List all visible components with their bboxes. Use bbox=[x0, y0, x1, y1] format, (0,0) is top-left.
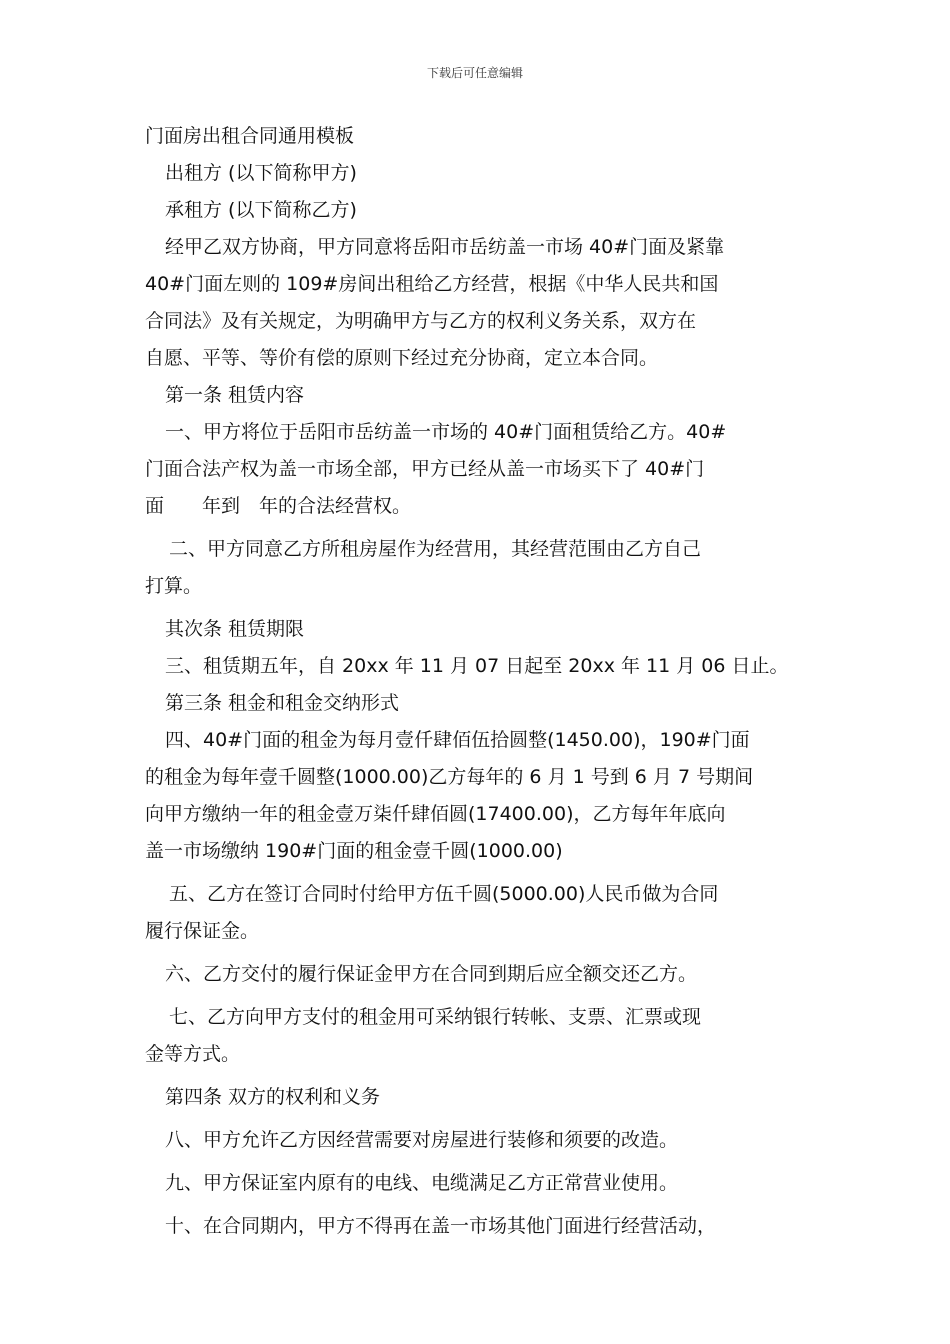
text-line: 第四条 双方的权利和义务 bbox=[165, 1086, 381, 1108]
text-line: 自愿、平等、等价有偿的原则下经过充分协商，定立本合同。 bbox=[145, 347, 659, 369]
text-line: 经甲乙双方协商，甲方同意将岳阳市岳纺盖一市场 40#门面及紧靠 bbox=[165, 236, 725, 258]
document-body bbox=[145, 118, 813, 1245]
text-line: 六、乙方交付的履行保证金甲方在合同到期后应全额交还乙方。 bbox=[165, 963, 698, 985]
text-line: 四、40#门面的租金为每月壹仟肆佰伍拾圆整(1450.00)，190#门面 bbox=[165, 729, 750, 751]
text-line: 二、甲方同意乙方所租房屋作为经营用，其经营范围由乙方自己 bbox=[169, 538, 702, 560]
text-line: 盖一市场缴纳 190#门面的租金壹千圆(1000.00) bbox=[145, 840, 563, 862]
text-line: 第一条 租赁内容 bbox=[165, 384, 305, 406]
text-line: 门面合法产权为盖一市场全部，甲方已经从盖一市场买下了 40#门 bbox=[145, 458, 705, 480]
text-line: 三、租赁期五年，自 20xx 年 11 月 07 日起至 20xx 年 11 月 06 日止。 bbox=[165, 655, 789, 677]
text-line: 履行保证金。 bbox=[145, 920, 260, 942]
text-line: 向甲方缴纳一年的租金壹万柒仟肆佰圆(17400.00)，乙方每年年底向 bbox=[145, 803, 726, 825]
text-line: 承租方 (以下简称乙方) bbox=[165, 199, 357, 221]
text-line: 八、甲方允许乙方因经营需要对房屋进行装修和须要的改造。 bbox=[165, 1129, 679, 1151]
text-line: 第三条 租金和租金交纳形式 bbox=[165, 692, 400, 714]
text-line: 其次条 租赁期限 bbox=[165, 618, 305, 640]
text-line: 打算。 bbox=[145, 575, 203, 597]
text-line: 五、乙方在签订合同时付给甲方伍千圆(5000.00)人民币做为合同 bbox=[169, 883, 719, 905]
text-line: 七、乙方向甲方支付的租金用可采纳银行转帐、支票、汇票或现 bbox=[169, 1006, 702, 1028]
text-line: 合同法》及有关规定，为明确甲方与乙方的权利义务关系，双方在 bbox=[145, 310, 697, 332]
document-title: 门面房出租合同通用模板 bbox=[145, 125, 355, 147]
text-line: 金等方式。 bbox=[145, 1043, 241, 1065]
text-line: 九、甲方保证室内原有的电线、电缆满足乙方正常营业使用。 bbox=[165, 1172, 679, 1194]
text-line: 40#门面左则的 109#房间出租给乙方经营，根据《中华人民共和国 bbox=[145, 273, 719, 295]
text-line: 的租金为每年壹千圆整(1000.00)乙方每年的 6 月 1 号到 6 月 7 号期间 bbox=[145, 766, 754, 788]
text-line: 一、甲方将位于岳阳市岳纺盖一市场的 40#门面租赁给乙方。40# bbox=[165, 421, 727, 443]
text-line: 面 年到 年的合法经营权。 bbox=[145, 495, 412, 517]
page-header: 下载后可任意编辑 bbox=[426, 66, 523, 80]
text-line: 出租方 (以下简称甲方) bbox=[165, 162, 357, 184]
text-line: 十、在合同期内，甲方不得再在盖一市场其他门面进行经营活动， bbox=[165, 1215, 717, 1237]
